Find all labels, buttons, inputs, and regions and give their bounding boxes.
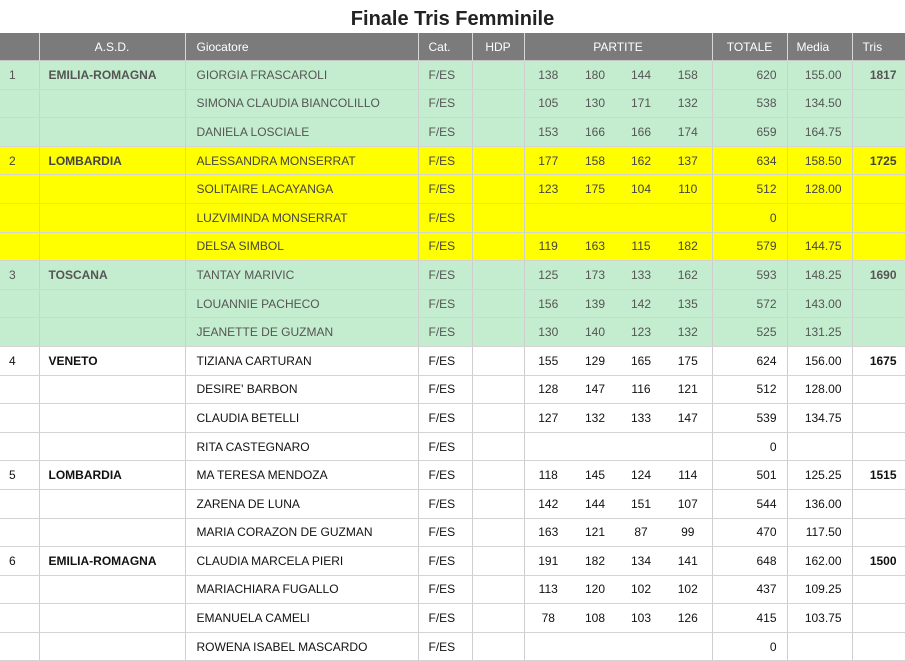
hdp-cell	[472, 203, 524, 232]
hdp-cell	[472, 261, 524, 290]
team-name-cell	[39, 632, 185, 661]
team-name-cell: TOSCANA	[39, 261, 185, 290]
game-4-cell	[664, 432, 712, 461]
table-row	[0, 175, 905, 204]
tris-cell	[852, 575, 905, 604]
rank-cell	[0, 318, 39, 347]
game-3-cell: 103	[618, 604, 664, 633]
rank-cell	[0, 518, 39, 547]
game-1-cell: 105	[524, 89, 572, 118]
rank-cell: 2	[0, 146, 39, 175]
media-cell: 148.25	[787, 261, 852, 290]
game-3-cell: 165	[618, 346, 664, 375]
game-2-cell: 145	[572, 461, 618, 490]
team-name-cell	[39, 203, 185, 232]
results-table	[0, 33, 905, 661]
game-3-cell: 171	[618, 89, 664, 118]
category-cell: F/ES	[418, 146, 472, 175]
table-header	[0, 33, 905, 61]
tris-cell	[852, 489, 905, 518]
game-3-cell: 115	[618, 232, 664, 261]
game-3-cell: 87	[618, 518, 664, 547]
rank-cell	[0, 432, 39, 461]
tris-cell	[852, 89, 905, 118]
game-1-cell: 130	[524, 318, 572, 347]
table-row	[0, 489, 905, 518]
game-1-cell	[524, 632, 572, 661]
tris-cell: 1817	[852, 61, 905, 90]
game-3-cell: 142	[618, 289, 664, 318]
hdp-cell	[472, 175, 524, 204]
team-name-cell: EMILIA-ROMAGNA	[39, 61, 185, 90]
table-row	[0, 146, 905, 175]
game-1-cell: 113	[524, 575, 572, 604]
media-cell: 117.50	[787, 518, 852, 547]
tris-cell	[852, 518, 905, 547]
header-asd: A.S.D.	[39, 33, 185, 61]
game-3-cell: 134	[618, 547, 664, 576]
player-name-cell: ALESSANDRA MONSERRAT	[185, 146, 418, 175]
team-name-cell	[39, 604, 185, 633]
hdp-cell	[472, 489, 524, 518]
game-1-cell: 163	[524, 518, 572, 547]
tris-cell	[852, 203, 905, 232]
table-row	[0, 89, 905, 118]
media-cell: 128.00	[787, 375, 852, 404]
total-cell: 538	[712, 89, 787, 118]
team-name-cell	[39, 375, 185, 404]
game-2-cell: 166	[572, 118, 618, 147]
game-3-cell	[618, 203, 664, 232]
tris-cell: 1690	[852, 261, 905, 290]
hdp-cell	[472, 461, 524, 490]
hdp-cell	[472, 518, 524, 547]
game-4-cell: 137	[664, 146, 712, 175]
rank-cell	[0, 404, 39, 433]
hdp-cell	[472, 375, 524, 404]
hdp-cell	[472, 604, 524, 633]
media-cell: 134.50	[787, 89, 852, 118]
media-cell: 155.00	[787, 61, 852, 90]
tris-cell	[852, 432, 905, 461]
hdp-cell	[472, 404, 524, 433]
hdp-cell	[472, 61, 524, 90]
team-name-cell	[39, 175, 185, 204]
total-cell: 634	[712, 146, 787, 175]
game-2-cell: 158	[572, 146, 618, 175]
player-name-cell: EMANUELA CAMELI	[185, 604, 418, 633]
table-row	[0, 346, 905, 375]
game-4-cell: 135	[664, 289, 712, 318]
game-2-cell: 140	[572, 318, 618, 347]
hdp-cell	[472, 146, 524, 175]
tris-cell: 1725	[852, 146, 905, 175]
game-4-cell	[664, 203, 712, 232]
game-3-cell: 166	[618, 118, 664, 147]
game-2-cell: 139	[572, 289, 618, 318]
game-2-cell	[572, 432, 618, 461]
total-cell: 659	[712, 118, 787, 147]
category-cell: F/ES	[418, 175, 472, 204]
game-3-cell: 133	[618, 261, 664, 290]
team-name-cell	[39, 118, 185, 147]
team-name-cell: LOMBARDIA	[39, 461, 185, 490]
game-1-cell: 177	[524, 146, 572, 175]
table-row	[0, 203, 905, 232]
media-cell: 134.75	[787, 404, 852, 433]
hdp-cell	[472, 632, 524, 661]
header-rank	[0, 33, 39, 61]
media-cell: 144.75	[787, 232, 852, 261]
total-cell: 525	[712, 318, 787, 347]
category-cell: F/ES	[418, 261, 472, 290]
page-title: Finale Tris Femminile	[350, 8, 555, 30]
team-name-cell: EMILIA-ROMAGNA	[39, 547, 185, 576]
rank-cell	[0, 632, 39, 661]
table-row	[0, 375, 905, 404]
category-cell: F/ES	[418, 61, 472, 90]
media-cell: 136.00	[787, 489, 852, 518]
total-cell: 501	[712, 461, 787, 490]
game-4-cell: 174	[664, 118, 712, 147]
category-cell: F/ES	[418, 232, 472, 261]
header-tris: Tris	[852, 33, 905, 61]
tris-cell	[852, 118, 905, 147]
game-4-cell: 162	[664, 261, 712, 290]
game-1-cell: 153	[524, 118, 572, 147]
game-1-cell: 142	[524, 489, 572, 518]
game-4-cell: 102	[664, 575, 712, 604]
media-cell: 109.25	[787, 575, 852, 604]
table-row	[0, 461, 905, 490]
game-2-cell	[572, 632, 618, 661]
game-3-cell: 104	[618, 175, 664, 204]
game-3-cell: 102	[618, 575, 664, 604]
player-name-cell: CLAUDIA MARCELA PIERI	[185, 547, 418, 576]
category-cell: F/ES	[418, 203, 472, 232]
header-hdp: HDP	[472, 33, 524, 61]
player-name-cell: CLAUDIA BETELLI	[185, 404, 418, 433]
hdp-cell	[472, 118, 524, 147]
game-4-cell: 141	[664, 547, 712, 576]
rank-cell: 3	[0, 261, 39, 290]
table-row	[0, 575, 905, 604]
player-name-cell: LUZVIMINDA MONSERRAT	[185, 203, 418, 232]
category-cell: F/ES	[418, 604, 472, 633]
rank-cell	[0, 89, 39, 118]
game-3-cell: 144	[618, 61, 664, 90]
rank-cell	[0, 604, 39, 633]
total-cell: 512	[712, 175, 787, 204]
total-cell: 0	[712, 632, 787, 661]
team-name-cell	[39, 404, 185, 433]
game-4-cell: 99	[664, 518, 712, 547]
table-row	[0, 432, 905, 461]
game-1-cell: 156	[524, 289, 572, 318]
total-cell: 512	[712, 375, 787, 404]
team-name-cell	[39, 289, 185, 318]
tris-cell	[852, 604, 905, 633]
game-4-cell: 182	[664, 232, 712, 261]
total-cell: 648	[712, 547, 787, 576]
category-cell: F/ES	[418, 632, 472, 661]
tris-cell: 1675	[852, 346, 905, 375]
rank-cell: 6	[0, 547, 39, 576]
table-row	[0, 318, 905, 347]
total-cell: 572	[712, 289, 787, 318]
game-4-cell: 126	[664, 604, 712, 633]
media-cell: 125.25	[787, 461, 852, 490]
table-body	[0, 61, 905, 661]
player-name-cell: TANTAY MARIVIC	[185, 261, 418, 290]
rank-cell	[0, 232, 39, 261]
tris-cell	[852, 232, 905, 261]
game-2-cell: 121	[572, 518, 618, 547]
game-2-cell: 120	[572, 575, 618, 604]
header-category: Cat.	[418, 33, 472, 61]
game-3-cell: 133	[618, 404, 664, 433]
total-cell: 415	[712, 604, 787, 633]
category-cell: F/ES	[418, 89, 472, 118]
rank-cell	[0, 203, 39, 232]
category-cell: F/ES	[418, 489, 472, 518]
game-4-cell: 147	[664, 404, 712, 433]
player-name-cell: MARIACHIARA FUGALLO	[185, 575, 418, 604]
game-1-cell: 127	[524, 404, 572, 433]
header-player: Giocatore	[185, 33, 418, 61]
table-row	[0, 61, 905, 90]
category-cell: F/ES	[418, 404, 472, 433]
player-name-cell: MA TERESA MENDOZA	[185, 461, 418, 490]
player-name-cell: GIORGIA FRASCAROLI	[185, 61, 418, 90]
media-cell	[787, 203, 852, 232]
category-cell: F/ES	[418, 346, 472, 375]
team-name-cell	[39, 232, 185, 261]
rank-cell	[0, 489, 39, 518]
tris-cell	[852, 375, 905, 404]
game-4-cell: 121	[664, 375, 712, 404]
game-2-cell: 147	[572, 375, 618, 404]
table-row	[0, 632, 905, 661]
game-2-cell: 144	[572, 489, 618, 518]
category-cell: F/ES	[418, 461, 472, 490]
team-name-cell	[39, 518, 185, 547]
team-name-cell: LOMBARDIA	[39, 146, 185, 175]
media-cell: 158.50	[787, 146, 852, 175]
game-1-cell: 118	[524, 461, 572, 490]
category-cell: F/ES	[418, 575, 472, 604]
tris-cell	[852, 175, 905, 204]
team-name-cell	[39, 318, 185, 347]
tris-cell	[852, 289, 905, 318]
category-cell: F/ES	[418, 518, 472, 547]
tris-cell: 1515	[852, 461, 905, 490]
game-4-cell: 107	[664, 489, 712, 518]
total-cell: 437	[712, 575, 787, 604]
rank-cell: 4	[0, 346, 39, 375]
hdp-cell	[472, 346, 524, 375]
media-cell: 143.00	[787, 289, 852, 318]
hdp-cell	[472, 575, 524, 604]
category-cell: F/ES	[418, 289, 472, 318]
player-name-cell: LOUANNIE PACHECO	[185, 289, 418, 318]
table-row	[0, 118, 905, 147]
game-4-cell: 175	[664, 346, 712, 375]
rank-cell: 1	[0, 61, 39, 90]
header-totale: TOTALE	[712, 33, 787, 61]
player-name-cell: DESIRE' BARBON	[185, 375, 418, 404]
game-4-cell: 132	[664, 318, 712, 347]
game-3-cell: 162	[618, 146, 664, 175]
table-row	[0, 232, 905, 261]
category-cell: F/ES	[418, 118, 472, 147]
game-2-cell: 132	[572, 404, 618, 433]
game-3-cell: 116	[618, 375, 664, 404]
category-cell: F/ES	[418, 547, 472, 576]
game-1-cell: 155	[524, 346, 572, 375]
game-4-cell: 158	[664, 61, 712, 90]
game-3-cell	[618, 632, 664, 661]
total-cell: 579	[712, 232, 787, 261]
media-cell: 156.00	[787, 346, 852, 375]
team-name-cell	[39, 575, 185, 604]
table-row	[0, 289, 905, 318]
media-cell: 131.25	[787, 318, 852, 347]
game-2-cell: 129	[572, 346, 618, 375]
tris-cell	[852, 318, 905, 347]
header-partite: PARTITE	[524, 33, 712, 61]
hdp-cell	[472, 318, 524, 347]
hdp-cell	[472, 432, 524, 461]
player-name-cell: DANIELA LOSCIALE	[185, 118, 418, 147]
tris-cell	[852, 632, 905, 661]
game-1-cell: 123	[524, 175, 572, 204]
rank-cell	[0, 118, 39, 147]
media-cell	[787, 432, 852, 461]
game-4-cell: 114	[664, 461, 712, 490]
player-name-cell: TIZIANA CARTURAN	[185, 346, 418, 375]
tris-cell	[852, 404, 905, 433]
category-cell: F/ES	[418, 318, 472, 347]
player-name-cell: ZARENA DE LUNA	[185, 489, 418, 518]
rank-cell: 5	[0, 461, 39, 490]
player-name-cell: JEANETTE DE GUZMAN	[185, 318, 418, 347]
game-1-cell: 78	[524, 604, 572, 633]
category-cell: F/ES	[418, 432, 472, 461]
total-cell: 624	[712, 346, 787, 375]
player-name-cell: ROWENA ISABEL MASCARDO	[185, 632, 418, 661]
game-1-cell: 119	[524, 232, 572, 261]
team-name-cell	[39, 489, 185, 518]
game-1-cell: 125	[524, 261, 572, 290]
tris-cell: 1500	[852, 547, 905, 576]
game-1-cell	[524, 432, 572, 461]
header-media: Media	[787, 33, 852, 61]
game-1-cell: 128	[524, 375, 572, 404]
game-2-cell: 180	[572, 61, 618, 90]
game-2-cell	[572, 203, 618, 232]
game-4-cell: 110	[664, 175, 712, 204]
game-2-cell: 108	[572, 604, 618, 633]
game-2-cell: 175	[572, 175, 618, 204]
player-name-cell: SIMONA CLAUDIA BIANCOLILLO	[185, 89, 418, 118]
team-name-cell	[39, 432, 185, 461]
game-1-cell: 191	[524, 547, 572, 576]
team-name-cell: VENETO	[39, 346, 185, 375]
category-cell: F/ES	[418, 375, 472, 404]
total-cell: 544	[712, 489, 787, 518]
media-cell: 103.75	[787, 604, 852, 633]
game-3-cell	[618, 432, 664, 461]
game-2-cell: 163	[572, 232, 618, 261]
hdp-cell	[472, 232, 524, 261]
total-cell: 0	[712, 203, 787, 232]
game-4-cell: 132	[664, 89, 712, 118]
media-cell	[787, 632, 852, 661]
team-name-cell	[39, 89, 185, 118]
hdp-cell	[472, 547, 524, 576]
game-3-cell: 123	[618, 318, 664, 347]
table-row	[0, 404, 905, 433]
game-2-cell: 182	[572, 547, 618, 576]
table-row	[0, 518, 905, 547]
table-row	[0, 604, 905, 633]
game-3-cell: 124	[618, 461, 664, 490]
player-name-cell: MARIA CORAZON DE GUZMAN	[185, 518, 418, 547]
player-name-cell: SOLITAIRE LACAYANGA	[185, 175, 418, 204]
media-cell: 162.00	[787, 547, 852, 576]
table-row	[0, 547, 905, 576]
total-cell: 470	[712, 518, 787, 547]
total-cell: 593	[712, 261, 787, 290]
hdp-cell	[472, 289, 524, 318]
total-cell: 539	[712, 404, 787, 433]
game-1-cell	[524, 203, 572, 232]
game-2-cell: 130	[572, 89, 618, 118]
media-cell: 128.00	[787, 175, 852, 204]
game-4-cell	[664, 632, 712, 661]
rank-cell	[0, 289, 39, 318]
rank-cell	[0, 575, 39, 604]
player-name-cell: RITA CASTEGNARO	[185, 432, 418, 461]
total-cell: 0	[712, 432, 787, 461]
rank-cell	[0, 375, 39, 404]
hdp-cell	[472, 89, 524, 118]
player-name-cell: DELSA SIMBOL	[185, 232, 418, 261]
table-row	[0, 261, 905, 290]
game-1-cell: 138	[524, 61, 572, 90]
game-2-cell: 173	[572, 261, 618, 290]
game-3-cell: 151	[618, 489, 664, 518]
rank-cell	[0, 175, 39, 204]
total-cell: 620	[712, 61, 787, 90]
media-cell: 164.75	[787, 118, 852, 147]
